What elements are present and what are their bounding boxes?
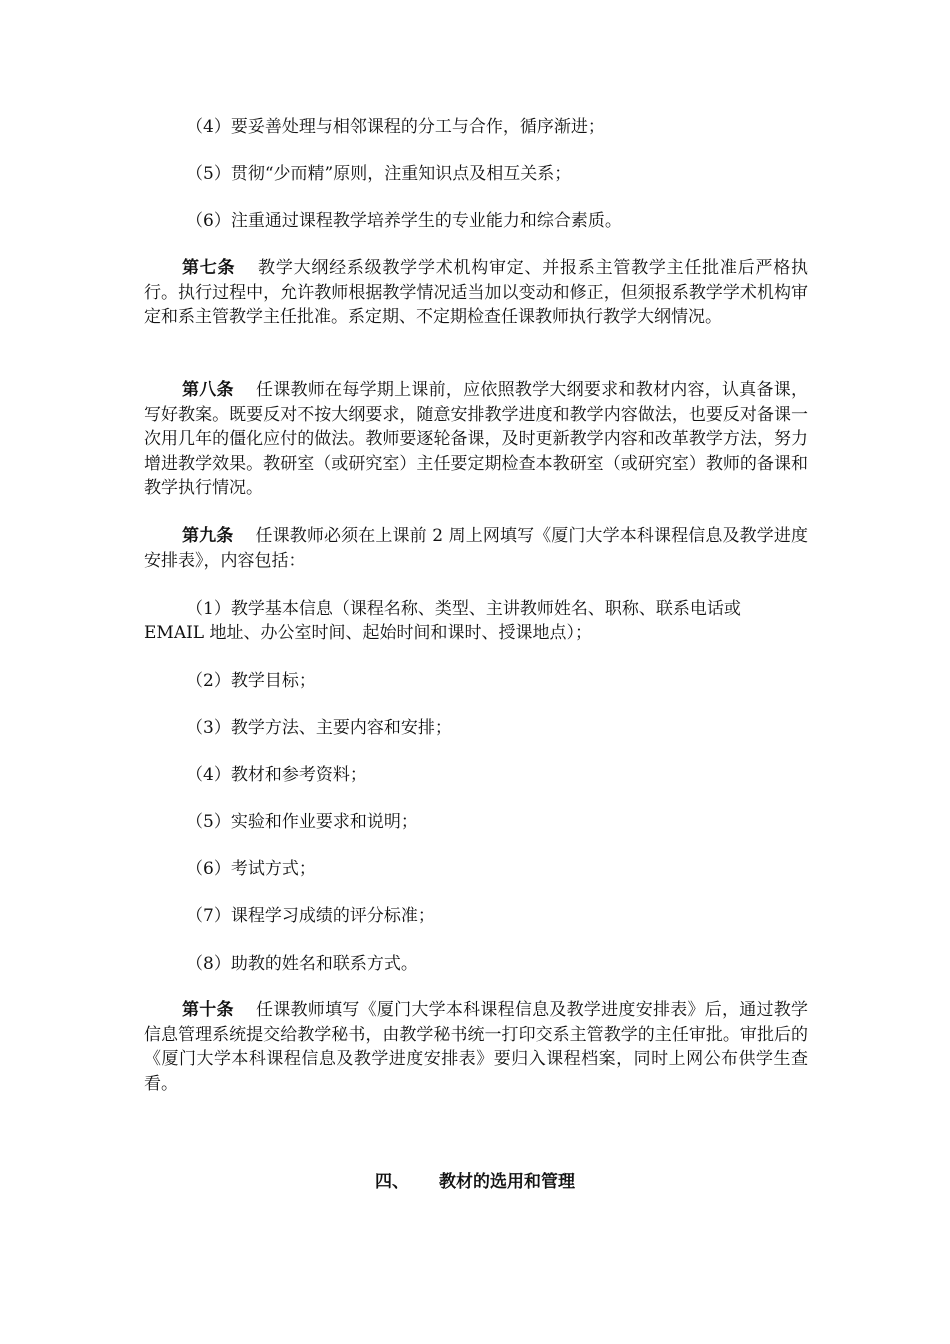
article-text: 任课教师必须在上课前 2 周上网填写《厦门大学本科课程信息及教学进度安排表》，内容包括： bbox=[144, 526, 809, 571]
list-item: （4）要妥善处理与相邻课程的分工与合作，循序渐进； bbox=[186, 117, 605, 137]
list-item: （2）教学目标； bbox=[186, 671, 316, 691]
list-item bbox=[144, 597, 808, 645]
list-item-line: EMAIL 地址、办公室时间、起始时间和课时、授课地点）； bbox=[144, 623, 593, 643]
article-8 bbox=[144, 378, 808, 501]
section-title: 教材的选用和管理 bbox=[439, 1172, 575, 1192]
list-item-line: （1）教学基本信息（课程名称、类型、主讲教师姓名、职称、联系电话或 bbox=[186, 599, 741, 619]
article-text: 任课教师在每学期上课前，应依照教学大纲要求和教材内容，认真备课，写好教案。既要反对不按大纲要求，随意安排教学进度和教学内容做法，也要反对备课一次用几年的僵化应付的做法。教师要逐轮备课，及时更新教学内容和改革教学方法，努力增进教学效果。教研室（或研究室）主任要定期检查本教研室（或研究室）教师的备课和教学执行情况。 bbox=[144, 380, 809, 498]
list-item: （7）课程学习成绩的评分标准； bbox=[186, 906, 435, 926]
article-text: 任课教师填写《厦门大学本科课程信息及教学进度安排表》后，通过教学信息管理系统提交给教学秘书，由教学秘书统一打印交系主管教学的主任审批。审批后的《厦门大学本科课程信息及教学进度安排表》要归入课程档案，同时上网公布供学生查看。 bbox=[144, 1000, 809, 1094]
list-item: （8）助教的姓名和联系方式。 bbox=[186, 954, 418, 974]
list-item: （4）教材和参考资料； bbox=[186, 765, 367, 785]
article-7 bbox=[144, 256, 808, 330]
section-heading bbox=[0, 1170, 950, 1194]
article-label: 第七条 bbox=[182, 258, 236, 278]
article-9 bbox=[144, 524, 808, 573]
list-item: （6）考试方式； bbox=[186, 859, 316, 879]
list-item: （3）教学方法、主要内容和安排； bbox=[186, 718, 452, 738]
list-item: （5）实验和作业要求和说明； bbox=[186, 812, 418, 832]
article-label: 第十条 bbox=[182, 1000, 234, 1020]
article-10 bbox=[144, 998, 808, 1096]
article-label: 第九条 bbox=[182, 526, 234, 546]
article-text: 教学大纲经系级教学学术机构审定、并报系主管教学主任批准后严格执行。执行过程中，允许教师根据教学情况适当加以变动和修正，但须报系教学学术机构审定和系主管教学主任批准。系定期、不定期检查任课教师执行教学大纲情况。 bbox=[144, 258, 809, 327]
article-label: 第八条 bbox=[182, 380, 234, 400]
list-item: （6）注重通过课程教学培养学生的专业能力和综合素质。 bbox=[186, 211, 622, 231]
list-item: （5）贯彻“少而精”原则，注重知识点及相互关系； bbox=[186, 164, 572, 184]
section-number: 四、 bbox=[375, 1172, 409, 1192]
